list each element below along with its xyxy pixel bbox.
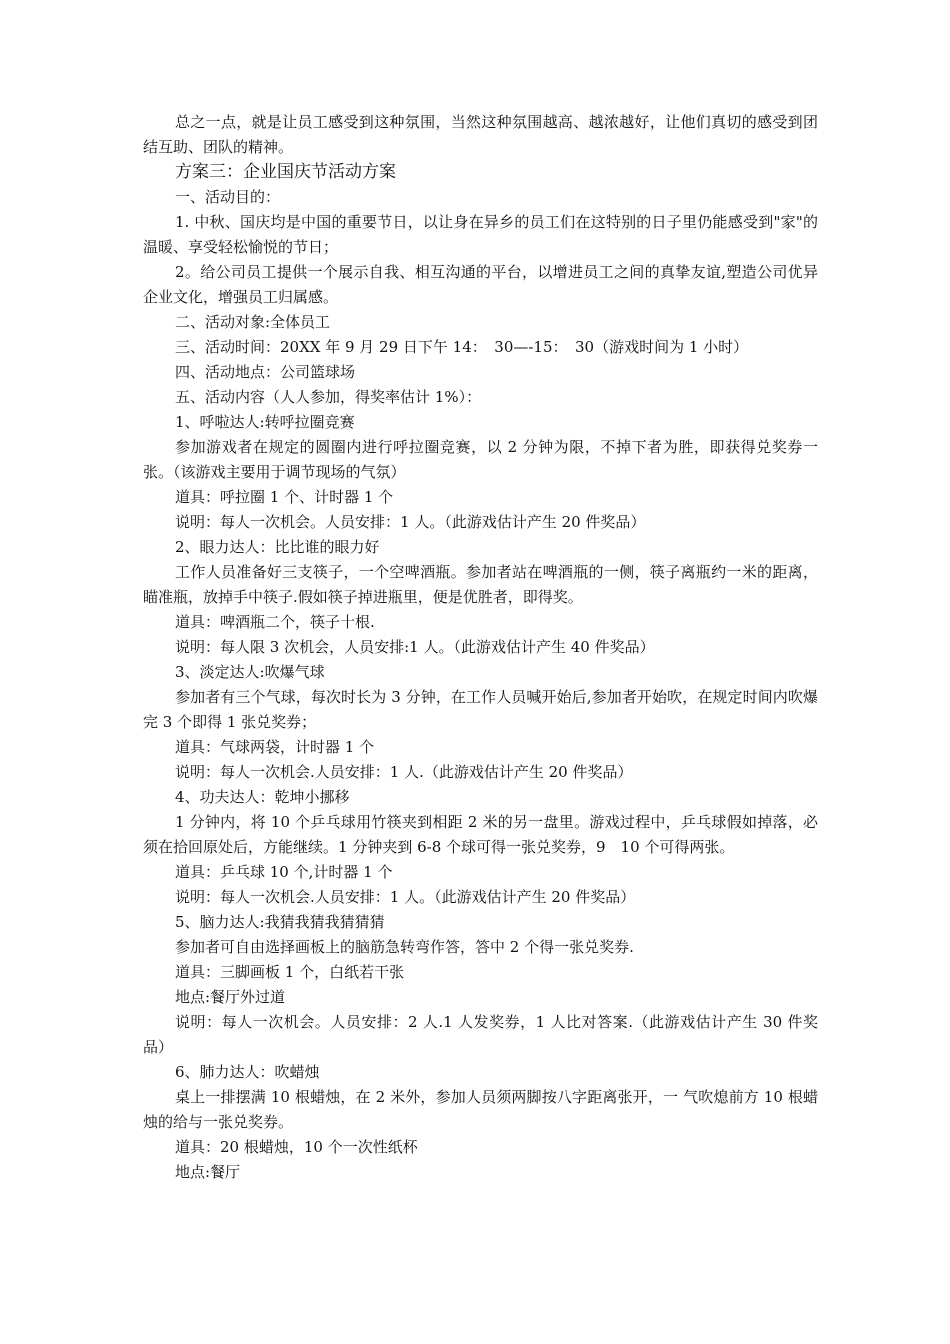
game-2-props: 道具：啤酒瓶二个，筷子十根. xyxy=(175,613,375,631)
game-4-description: 1 分钟内，将 10 个乒乓球用竹筷夹到相距 2 米的另一盘里。游戏过程中，乒乓球假如掉落，必须在拾回原处后，方能继续。1 分钟夹到 6-8 个球可得一张兑奖券，9 10 个可得两张。 xyxy=(143,813,818,856)
game-3-title: 3、淡定达人:吹爆气球 xyxy=(175,663,325,681)
section-time: 三、活动时间：20XX 年 9 月 29 日下午 14： 30—-15： 30（游戏时间为 1 小时） xyxy=(175,338,749,356)
section-location: 四、活动地点：公司篮球场 xyxy=(175,363,356,381)
game-3-props: 道具：气球两袋，计时器 1 个 xyxy=(175,738,375,756)
game-3-description: 参加者有三个气球，每次时长为 3 分钟，在工作人员喊开始后,参加者开始吹，在规定时间内吹爆完 3 个即得 1 张兑奖券； xyxy=(143,688,818,731)
game-1-props: 道具：呼拉圈 1 个、计时器 1 个 xyxy=(175,488,394,506)
game-6-title: 6、肺力达人：吹蜡烛 xyxy=(175,1063,320,1081)
game-2-notes: 说明：每人限 3 次机会，人员安排:1 人。（此游戏估计产生 40 件奖品） xyxy=(175,638,655,656)
game-6-props: 道具：20 根蜡烛，10 个一次性纸杯 xyxy=(175,1138,418,1156)
game-4-props: 道具：乒乓球 10 个,计时器 1 个 xyxy=(175,863,393,881)
game-2-description: 工作人员准备好三支筷子，一个空啤酒瓶。参加者站在啤酒瓶的一侧，筷子离瓶约一米的距离，瞄准瓶，放掉手中筷子.假如筷子掉进瓶里，便是优胜者，即得奖。 xyxy=(143,563,818,606)
game-1-notes: 说明：每人一次机会。人员安排：1 人。（此游戏估计产生 20 件奖品） xyxy=(175,513,646,531)
game-3-notes: 说明：每人一次机会.人员安排：1 人.（此游戏估计产生 20 件奖品） xyxy=(175,763,633,781)
game-4-title: 4、功夫达人：乾坤小挪移 xyxy=(175,788,350,806)
game-2-title: 2、眼力达人：比比谁的眼力好 xyxy=(175,538,380,556)
section-content-heading: 五、活动内容（人人参加，得奖率估计 1%）： xyxy=(175,388,482,406)
game-5-location: 地点:餐厅外过道 xyxy=(175,988,286,1006)
game-4-notes: 说明：每人一次机会.人员安排：1 人。（此游戏估计产生 20 件奖品） xyxy=(175,888,636,906)
paragraph-conclusion: 总之一点，就是让员工感受到这种氛围，当然这种氛围越高、越浓越好，让他们真切的感受到团结互助、团队的精神。 xyxy=(143,113,818,156)
game-6-location: 地点:餐厅 xyxy=(175,1163,241,1181)
purpose-item-2: 2。给公司员工提供一个展示自我、相互沟通的平台，以增进员工之间的真挚友谊,塑造公司优异企业文化，增强员工归属感。 xyxy=(143,263,818,306)
game-1-description: 参加游戏者在规定的圆圈内进行呼拉圈竞赛，以 2 分钟为限，不掉下者为胜，即获得兑奖券一张。（该游戏主要用于调节现场的气氛） xyxy=(143,438,818,481)
game-5-description: 参加者可自由选择画板上的脑筋急转弯作答，答中 2 个得一张兑奖券. xyxy=(175,938,634,956)
document-body xyxy=(143,110,818,1185)
section-purpose-heading: 一、活动目的： xyxy=(175,188,281,206)
game-5-title: 5、脑力达人:我猜我猜我猜猜猜 xyxy=(175,913,385,931)
section-audience: 二、活动对象:全体员工 xyxy=(175,313,331,331)
game-1-title: 1、呼啦达人:转呼拉圈竞赛 xyxy=(175,413,355,431)
game-6-description: 桌上一排摆满 10 根蜡烛，在 2 米外，参加人员须两脚按八字距离张开，一 气吹熄前方 10 根蜡烛的给与一张兑奖券。 xyxy=(143,1088,818,1131)
game-5-props: 道具：三脚画板 1 个，白纸若干张 xyxy=(175,963,405,981)
purpose-item-1: 1. 中秋、国庆均是中国的重要节日，以让身在异乡的员工们在这特别的日子里仍能感受到"家"的温暖、享受轻松愉悦的节日； xyxy=(143,213,818,256)
game-5-notes: 说明：每人一次机会。人员安排：2 人.1 人发奖券，1 人比对答案.（此游戏估计产生 30 件奖品） xyxy=(143,1013,818,1056)
plan-three-title: 方案三：企业国庆节活动方案 xyxy=(175,162,396,182)
